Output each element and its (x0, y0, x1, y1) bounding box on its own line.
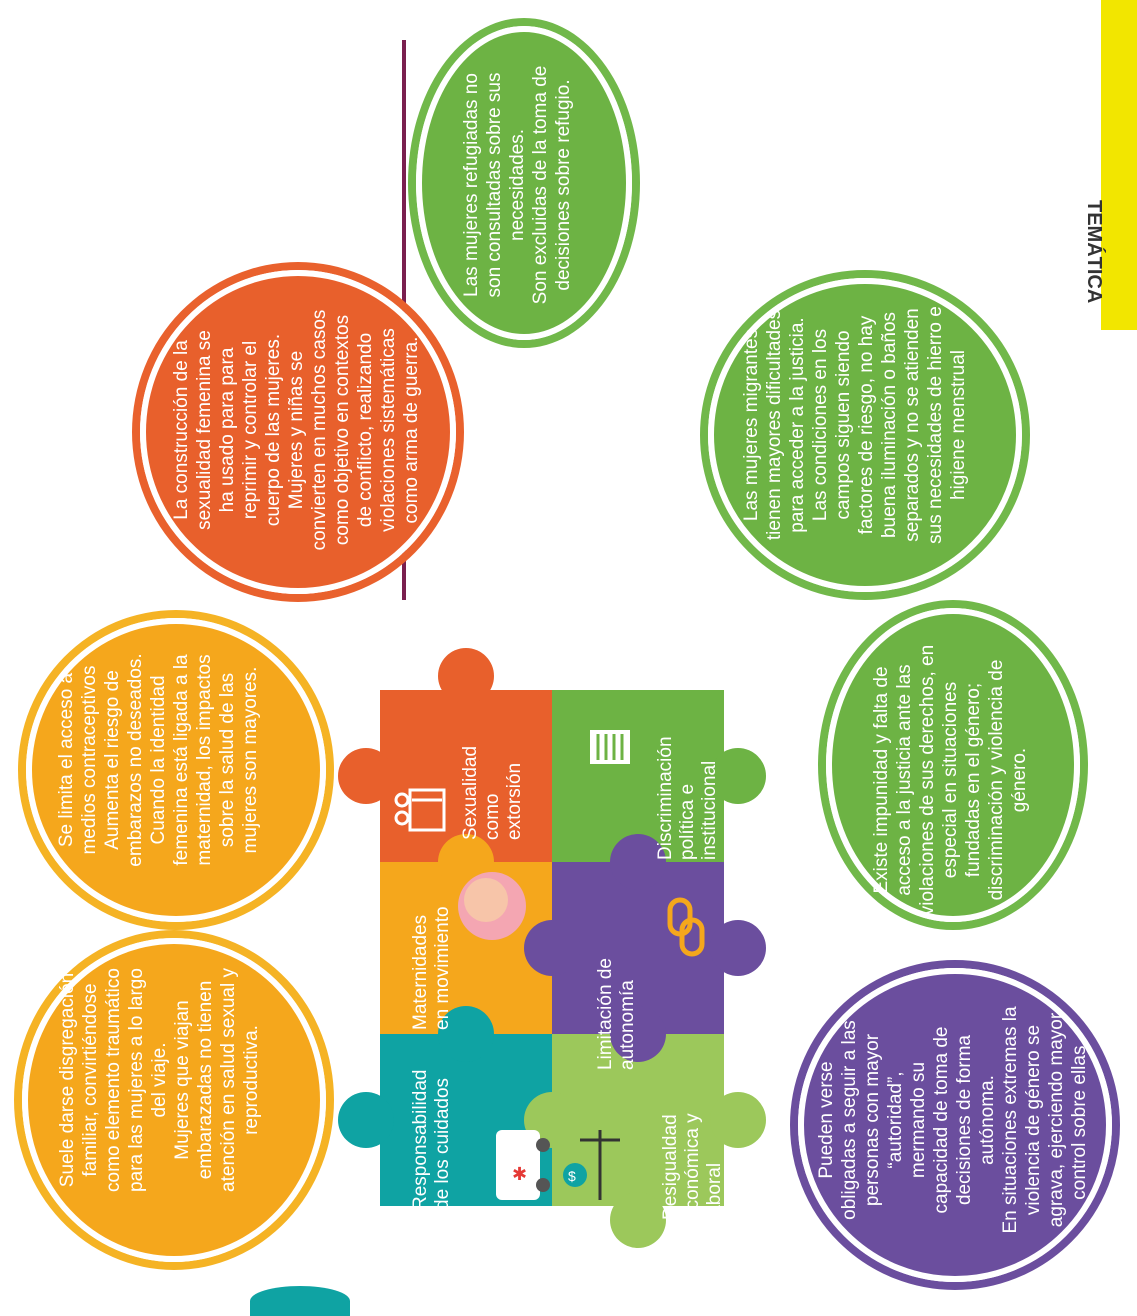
puzzle-label-cuidados: Responsabilidad de los cuidados (410, 1069, 453, 1210)
puzzle-label-discriminacion: Discriminación política e institucional (655, 736, 720, 860)
puzzle-knob (338, 1092, 394, 1148)
topic-tab-label: TEMÁTICA (1083, 200, 1105, 304)
puzzle-knob (524, 920, 580, 976)
svg-text:✱: ✱ (512, 1164, 528, 1184)
puzzle-label-sexualidad: Sexualidad como extorsión (460, 745, 525, 840)
institution-icon (590, 730, 630, 764)
circle-migrantes-text: Las mujeres migrantes tienen mayores dificultades para acceder a la justicia. Las condiciones en los campos siguen siendo factores de riesgo, no hay buena iluminación o baños separados y no se atienden sus necesidades de hierro e higiene menstrual (741, 306, 969, 544)
circle-anticonceptivos-text: Se limita el acceso a medios contraceptivos Aumenta el riesgo de embarazos no deseados. Cuando la identidad femenina está ligada a la maternidad, los impactos sobre la salud de las mujeres son mayores. (56, 653, 261, 867)
decorative-arc (250, 1286, 350, 1316)
pregnancy-icon (458, 872, 526, 940)
circle-disgregacion-text: Suele darse disgregación familiar, convirtiéndose como elemento traumático para las mujeres a lo largo del viaje. Mujeres que viajan embarazadas no tienen atención en salud sexual y reproductiva. (57, 968, 262, 1192)
puzzle-knob (710, 920, 766, 976)
puzzle-label-maternidades: Maternidades en movimiento (410, 906, 453, 1030)
circle-sexualidad-text: La construcción de la sexualidad femenina se ha usado para para reprimir y controlar el cuerpo de las mujeres. Mujeres y niñas se convierten en muchos casos como objetivo en contextos de conflicto, realizando violaciones sistemáticas como arma de guerra. (171, 309, 422, 551)
puzzle-knob (610, 1192, 666, 1248)
svg-text:$: $ (568, 1168, 576, 1184)
puzzle-label-autonomia: Limitación de autonomía (595, 958, 638, 1070)
puzzle-label-desigualdad: Desigualdad económica y laboral (660, 1113, 725, 1220)
puzzle-knob (438, 648, 494, 704)
circle-refugiadas-text: Las mujeres refugiadas no son consultadas sobre sus necesidades. Son excluidas de la toma de decisiones sobre refugio. (461, 65, 574, 305)
circle-autoridad-text: Pueden verse obligadas a seguir a las personas con mayor “autoridad”, mermando su capacidad de toma de decisiones de forma autónoma. En situaciones extremas la violencia de género se agrava, ejerciendo mayor control sobre ellas. (816, 1006, 1090, 1234)
puzzle-knob (338, 748, 394, 804)
circle-impunidad-text: Existe impunidad y falta de acceso a la justicia ante las violaciones de sus derechos, en especial en situaciones fundadas en el género; discriminación y violencia de género. (871, 644, 1030, 916)
